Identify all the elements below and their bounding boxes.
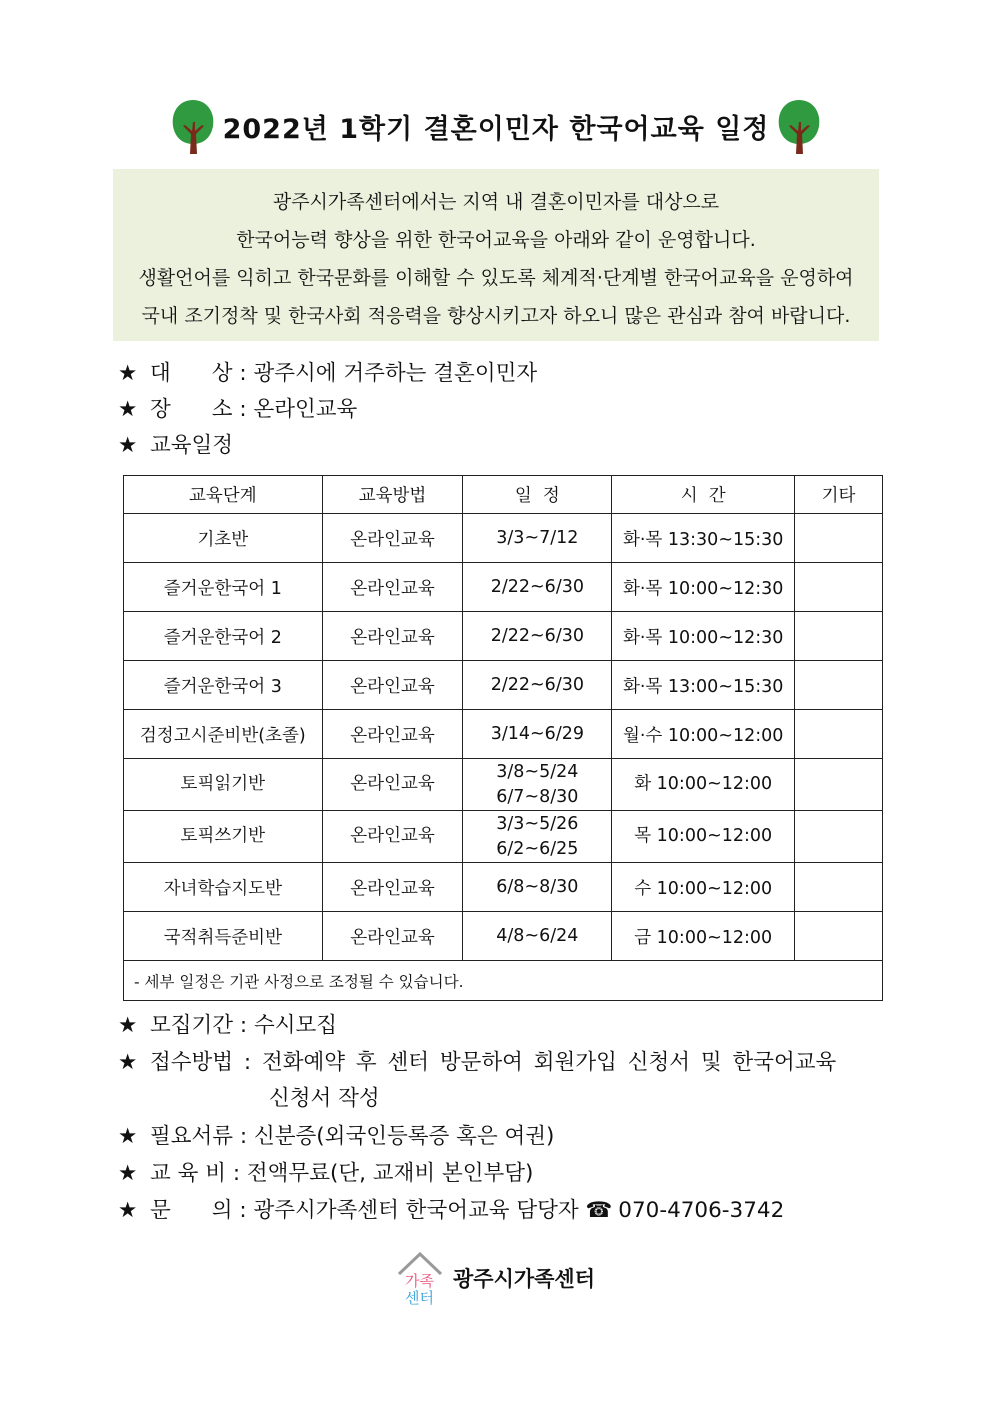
cell-date <box>463 811 612 863</box>
cell-etc <box>795 563 883 612</box>
cell-date: 3/3~7/12 <box>463 514 612 563</box>
table-header-row <box>124 476 883 514</box>
info-value: : 전액무료(단, 교재비 본인부담) <box>225 1161 534 1186</box>
intro-line: 한국어능력 향상을 위한 한국어교육을 아래와 같이 운영합니다. <box>236 229 756 251</box>
info-application-method <box>118 1049 836 1077</box>
cell-method: 온라인교육 <box>322 912 463 961</box>
logo-mark-line2: 센터 <box>405 1289 434 1306</box>
cell-method: 온라인교육 <box>322 661 463 710</box>
info-value: : 광주시에 거주하는 결혼이민자 <box>232 361 538 386</box>
table-row <box>124 710 883 759</box>
cell-method: 온라인교육 <box>322 811 463 863</box>
info-label: 교 육 비 <box>150 1161 226 1186</box>
table-row <box>124 612 883 661</box>
cell-date: 2/22~6/30 <box>463 612 612 661</box>
logo-name: 광주시가족센터 <box>453 1267 596 1291</box>
cell-time: 화·목 13:30~15:30 <box>612 514 795 563</box>
cell-method: 온라인교육 <box>322 563 463 612</box>
star-icon: ★ <box>118 1050 138 1075</box>
star-icon: ★ <box>118 397 138 422</box>
header-date: 일 정 <box>463 476 612 514</box>
table-note: - 세부 일정은 기관 사정으로 조정될 수 있습니다. <box>124 961 883 1001</box>
cell-stage: 검정고시준비반(초졸) <box>124 710 323 759</box>
cell-method: 온라인교육 <box>322 863 463 912</box>
cell-time: 화·목 10:00~12:30 <box>612 612 795 661</box>
cell-time: 화 10:00~12:00 <box>612 759 795 811</box>
header-stage: 교육단계 <box>124 476 323 514</box>
cell-etc <box>795 710 883 759</box>
header-time: 시 간 <box>612 476 795 514</box>
cell-method: 온라인교육 <box>322 612 463 661</box>
cell-stage: 기초반 <box>124 514 323 563</box>
phone-number: 070-4706-3742 <box>618 1198 785 1223</box>
header-etc: 기타 <box>795 476 883 514</box>
cell-stage: 즐거운한국어 1 <box>124 563 323 612</box>
cell-stage: 토픽쓰기반 <box>124 811 323 863</box>
info-value: : 광주시가족센터 한국어교육 담당자 <box>232 1198 586 1223</box>
info-required-docs <box>118 1123 554 1151</box>
schedule-table <box>123 475 883 1001</box>
logo-mark-line1: 가족 <box>405 1272 434 1290</box>
info-label: 모집기간 <box>150 1013 234 1038</box>
info-label: 필요서류 <box>150 1124 234 1149</box>
cell-date: 6/8~8/30 <box>463 863 612 912</box>
cell-etc <box>795 612 883 661</box>
cell-time: 월·수 10:00~12:00 <box>612 710 795 759</box>
date-range-2: 6/2~6/25 <box>496 838 579 859</box>
info-label: 장 소 <box>150 397 233 422</box>
star-icon: ★ <box>118 433 138 458</box>
cell-etc <box>795 661 883 710</box>
tree-icon <box>169 98 217 154</box>
info-schedule-heading <box>118 432 233 460</box>
cell-etc <box>795 811 883 863</box>
cell-date <box>463 759 612 811</box>
cell-time: 금 10:00~12:00 <box>612 912 795 961</box>
cell-etc <box>795 759 883 811</box>
phone-icon: ☎ <box>585 1198 613 1223</box>
date-range-2: 6/7~8/30 <box>496 786 579 807</box>
cell-method: 온라인교육 <box>322 710 463 759</box>
cell-method: 온라인교육 <box>322 759 463 811</box>
info-recruit-period <box>118 1012 337 1040</box>
info-application-method-cont <box>269 1085 380 1113</box>
table-row <box>124 661 883 710</box>
star-icon: ★ <box>118 1161 138 1186</box>
info-location <box>118 396 357 424</box>
table-row <box>124 563 883 612</box>
info-value: : 전화예약 후 센터 방문하여 회원가입 신청서 및 한국어교육 <box>233 1050 837 1075</box>
cell-etc <box>795 514 883 563</box>
cell-date: 2/22~6/30 <box>463 563 612 612</box>
center-logo <box>395 1250 595 1306</box>
star-icon: ★ <box>118 1198 138 1223</box>
cell-date: 2/22~6/30 <box>463 661 612 710</box>
info-value: : 온라인교육 <box>232 397 358 422</box>
title-row <box>0 96 992 156</box>
table-row <box>124 759 883 811</box>
intro-box <box>113 169 879 341</box>
intro-line: 생활언어를 익히고 한국문화를 이해할 수 있도록 체계적·단계별 한국어교육을 운영하여 <box>138 267 854 289</box>
info-label: 문 의 <box>150 1198 233 1223</box>
header-method: 교육방법 <box>322 476 463 514</box>
page-title: 2022년 1학기 결혼이민자 한국어교육 일정 <box>222 113 770 145</box>
info-value: 신청서 작성 <box>269 1086 380 1111</box>
cell-stage: 토픽읽기반 <box>124 759 323 811</box>
cell-method: 온라인교육 <box>322 514 463 563</box>
info-contact <box>118 1197 784 1225</box>
info-value: : 신분증(외국인등록증 혹은 여권) <box>233 1124 555 1149</box>
table-row <box>124 811 883 863</box>
info-value: : 수시모집 <box>233 1013 338 1038</box>
cell-stage: 국적취득준비반 <box>124 912 323 961</box>
tree-icon <box>775 98 823 154</box>
info-label: 대 상 <box>150 361 233 386</box>
cell-date: 4/8~6/24 <box>463 912 612 961</box>
info-fee <box>118 1160 533 1188</box>
cell-stage: 자녀학습지도반 <box>124 863 323 912</box>
table-row <box>124 514 883 563</box>
star-icon: ★ <box>118 1013 138 1038</box>
cell-time: 수 10:00~12:00 <box>612 863 795 912</box>
intro-line: 국내 조기정착 및 한국사회 적응력을 향상시키고자 하오니 많은 관심과 참여 바랍니다. <box>141 305 851 327</box>
intro-line: 광주시가족센터에서는 지역 내 결혼이민자를 대상으로 <box>272 191 720 213</box>
info-label: 접수방법 <box>150 1050 234 1075</box>
table-row <box>124 863 883 912</box>
cell-time: 목 10:00~12:00 <box>612 811 795 863</box>
cell-time: 화·목 13:00~15:30 <box>612 661 795 710</box>
cell-stage: 즐거운한국어 3 <box>124 661 323 710</box>
star-icon: ★ <box>118 1124 138 1149</box>
table-row <box>124 912 883 961</box>
info-target <box>118 360 537 388</box>
table-note-row <box>124 961 883 1001</box>
star-icon: ★ <box>118 361 138 386</box>
cell-stage: 즐거운한국어 2 <box>124 612 323 661</box>
cell-date: 3/14~6/29 <box>463 710 612 759</box>
cell-time: 화·목 10:00~12:30 <box>612 563 795 612</box>
date-range-1: 3/3~5/26 <box>496 813 579 834</box>
cell-etc <box>795 863 883 912</box>
house-logo-icon <box>395 1250 445 1306</box>
cell-etc <box>795 912 883 961</box>
info-label: 교육일정 <box>150 433 234 458</box>
date-range-1: 3/8~5/24 <box>496 761 579 782</box>
